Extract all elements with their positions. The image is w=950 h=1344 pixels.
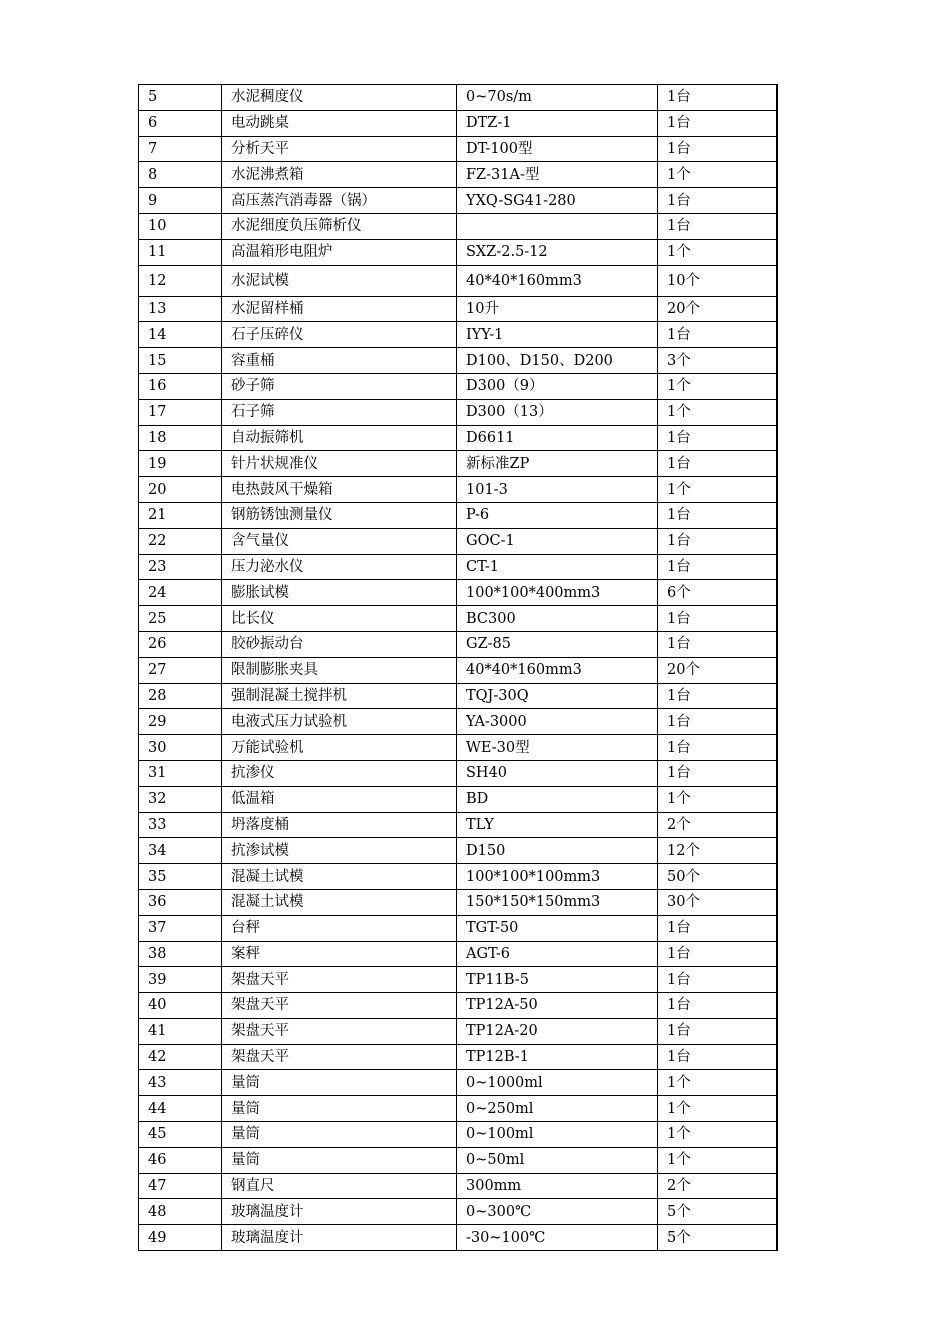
equipment-name-cell: 架盘天平 — [222, 967, 457, 993]
table-row — [139, 373, 777, 399]
quantity-cell: 1个 — [658, 1070, 777, 1096]
model-spec-cell: TGT-50 — [457, 915, 658, 941]
table-row — [139, 110, 777, 136]
row-number-cell: 5 — [139, 85, 222, 111]
quantity-cell: 1个 — [658, 477, 777, 503]
quantity-cell: 1台 — [658, 502, 777, 528]
model-spec-cell: 300mm — [457, 1173, 658, 1199]
model-spec-cell: GZ-85 — [457, 631, 658, 657]
table-row — [139, 85, 777, 111]
quantity-cell: 1台 — [658, 1044, 777, 1070]
equipment-name-cell: 水泥沸煮箱 — [222, 162, 457, 188]
row-number-cell: 29 — [139, 709, 222, 735]
model-spec-cell: TP11B-5 — [457, 967, 658, 993]
row-number-cell: 31 — [139, 760, 222, 786]
model-spec-cell: TP12A-50 — [457, 993, 658, 1019]
model-spec-cell: 150*150*150mm3 — [457, 889, 658, 915]
row-number-cell: 35 — [139, 864, 222, 890]
equipment-name-cell: 水泥留样桶 — [222, 296, 457, 322]
table-row — [139, 425, 777, 451]
row-number-cell: 49 — [139, 1225, 222, 1251]
table-row — [139, 1096, 777, 1122]
table-row — [139, 709, 777, 735]
table-row — [139, 265, 777, 296]
table-row — [139, 1070, 777, 1096]
equipment-name-cell: 玻璃温度计 — [222, 1225, 457, 1251]
model-spec-cell: DTZ-1 — [457, 110, 658, 136]
model-spec-cell: YA-3000 — [457, 709, 658, 735]
quantity-cell: 1台 — [658, 213, 777, 239]
quantity-cell: 1台 — [658, 683, 777, 709]
row-number-cell: 40 — [139, 993, 222, 1019]
quantity-cell: 1个 — [658, 1147, 777, 1173]
table-row — [139, 1173, 777, 1199]
table-row — [139, 1018, 777, 1044]
equipment-name-cell: 压力泌水仪 — [222, 554, 457, 580]
quantity-cell: 1台 — [658, 528, 777, 554]
equipment-name-cell: 案秤 — [222, 941, 457, 967]
quantity-cell: 20个 — [658, 296, 777, 322]
row-number-cell: 41 — [139, 1018, 222, 1044]
model-spec-cell: 0~1000ml — [457, 1070, 658, 1096]
equipment-table — [138, 84, 778, 1251]
row-number-cell: 34 — [139, 838, 222, 864]
model-spec-cell: 40*40*160mm3 — [457, 265, 658, 296]
equipment-name-cell: 强制混凝土搅拌机 — [222, 683, 457, 709]
table-row — [139, 967, 777, 993]
model-spec-cell: 10升 — [457, 296, 658, 322]
row-number-cell: 44 — [139, 1096, 222, 1122]
model-spec-cell: 100*100*100mm3 — [457, 864, 658, 890]
equipment-name-cell: 量筒 — [222, 1122, 457, 1148]
model-spec-cell: 40*40*160mm3 — [457, 657, 658, 683]
equipment-name-cell: 水泥细度负压筛析仪 — [222, 213, 457, 239]
equipment-name-cell: 石子压碎仪 — [222, 322, 457, 348]
table-row — [139, 239, 777, 265]
model-spec-cell: DT-100型 — [457, 136, 658, 162]
table-row — [139, 941, 777, 967]
quantity-cell: 1台 — [658, 967, 777, 993]
row-number-cell: 18 — [139, 425, 222, 451]
row-number-cell: 36 — [139, 889, 222, 915]
model-spec-cell: D150 — [457, 838, 658, 864]
equipment-name-cell: 电动跳桌 — [222, 110, 457, 136]
model-spec-cell: D300（13） — [457, 399, 658, 425]
model-spec-cell: 0~100ml — [457, 1122, 658, 1148]
model-spec-cell: P-6 — [457, 502, 658, 528]
equipment-name-cell: 架盘天平 — [222, 993, 457, 1019]
table-row — [139, 528, 777, 554]
table-row — [139, 812, 777, 838]
equipment-name-cell: 抗渗试模 — [222, 838, 457, 864]
table-row — [139, 451, 777, 477]
table-row — [139, 322, 777, 348]
model-spec-cell: 0~300℃ — [457, 1199, 658, 1225]
table-row — [139, 136, 777, 162]
row-number-cell: 32 — [139, 786, 222, 812]
model-spec-cell: CT-1 — [457, 554, 658, 580]
table-row — [139, 1147, 777, 1173]
equipment-name-cell: 低温箱 — [222, 786, 457, 812]
row-number-cell: 39 — [139, 967, 222, 993]
quantity-cell: 1台 — [658, 606, 777, 632]
quantity-cell: 3个 — [658, 348, 777, 374]
table-row — [139, 735, 777, 761]
row-number-cell: 33 — [139, 812, 222, 838]
equipment-name-cell: 台秤 — [222, 915, 457, 941]
equipment-name-cell: 电热鼓风干燥箱 — [222, 477, 457, 503]
table-row — [139, 915, 777, 941]
table-row — [139, 580, 777, 606]
model-spec-cell: TP12A-20 — [457, 1018, 658, 1044]
row-number-cell: 6 — [139, 110, 222, 136]
equipment-name-cell: 架盘天平 — [222, 1044, 457, 1070]
equipment-name-cell: 含气量仪 — [222, 528, 457, 554]
row-number-cell: 17 — [139, 399, 222, 425]
equipment-name-cell: 量筒 — [222, 1147, 457, 1173]
model-spec-cell: BD — [457, 786, 658, 812]
quantity-cell: 1台 — [658, 322, 777, 348]
table-row — [139, 889, 777, 915]
model-spec-cell: AGT-6 — [457, 941, 658, 967]
row-number-cell: 37 — [139, 915, 222, 941]
equipment-name-cell: 膨胀试模 — [222, 580, 457, 606]
equipment-name-cell: 架盘天平 — [222, 1018, 457, 1044]
model-spec-cell: 101-3 — [457, 477, 658, 503]
quantity-cell: 1台 — [658, 709, 777, 735]
equipment-name-cell: 分析天平 — [222, 136, 457, 162]
table-row — [139, 993, 777, 1019]
row-number-cell: 38 — [139, 941, 222, 967]
quantity-cell: 1台 — [658, 85, 777, 111]
table-row — [139, 657, 777, 683]
quantity-cell: 12个 — [658, 838, 777, 864]
row-number-cell: 21 — [139, 502, 222, 528]
quantity-cell: 1台 — [658, 941, 777, 967]
row-number-cell: 12 — [139, 265, 222, 296]
quantity-cell: 50个 — [658, 864, 777, 890]
table-row — [139, 606, 777, 632]
table-row — [139, 786, 777, 812]
table-row — [139, 554, 777, 580]
table-row — [139, 1225, 777, 1251]
quantity-cell: 1台 — [658, 554, 777, 580]
quantity-cell: 30个 — [658, 889, 777, 915]
quantity-cell: 1个 — [658, 239, 777, 265]
quantity-cell: 1台 — [658, 451, 777, 477]
model-spec-cell: TP12B-1 — [457, 1044, 658, 1070]
row-number-cell: 8 — [139, 162, 222, 188]
model-spec-cell: FZ-31A-型 — [457, 162, 658, 188]
model-spec-cell: YXQ-SG41-280 — [457, 188, 658, 214]
equipment-name-cell: 水泥试模 — [222, 265, 457, 296]
model-spec-cell: 0~50ml — [457, 1147, 658, 1173]
table-row — [139, 760, 777, 786]
table-row — [139, 502, 777, 528]
row-number-cell: 22 — [139, 528, 222, 554]
equipment-name-cell: 量筒 — [222, 1070, 457, 1096]
model-spec-cell: WE-30型 — [457, 735, 658, 761]
quantity-cell: 1个 — [658, 1096, 777, 1122]
equipment-name-cell: 量筒 — [222, 1096, 457, 1122]
row-number-cell: 11 — [139, 239, 222, 265]
model-spec-cell: D6611 — [457, 425, 658, 451]
quantity-cell: 1台 — [658, 188, 777, 214]
model-spec-cell: D100、D150、D200 — [457, 348, 658, 374]
equipment-name-cell: 混凝土试模 — [222, 889, 457, 915]
row-number-cell: 48 — [139, 1199, 222, 1225]
row-number-cell: 13 — [139, 296, 222, 322]
table-row — [139, 162, 777, 188]
row-number-cell: 47 — [139, 1173, 222, 1199]
row-number-cell: 7 — [139, 136, 222, 162]
table-row — [139, 477, 777, 503]
quantity-cell: 1台 — [658, 1018, 777, 1044]
row-number-cell: 27 — [139, 657, 222, 683]
equipment-name-cell: 坍落度桶 — [222, 812, 457, 838]
equipment-name-cell: 限制膨胀夹具 — [222, 657, 457, 683]
quantity-cell: 1个 — [658, 786, 777, 812]
table-row — [139, 864, 777, 890]
model-spec-cell: 新标准ZP — [457, 451, 658, 477]
equipment-name-cell: 抗渗仪 — [222, 760, 457, 786]
equipment-name-cell: 石子筛 — [222, 399, 457, 425]
equipment-name-cell: 水泥稠度仪 — [222, 85, 457, 111]
quantity-cell: 2个 — [658, 812, 777, 838]
model-spec-cell: -30~100℃ — [457, 1225, 658, 1251]
row-number-cell: 46 — [139, 1147, 222, 1173]
table-row — [139, 1122, 777, 1148]
quantity-cell: 1个 — [658, 373, 777, 399]
quantity-cell: 1台 — [658, 915, 777, 941]
equipment-name-cell: 容重桶 — [222, 348, 457, 374]
model-spec-cell: 0~70s/m — [457, 85, 658, 111]
model-spec-cell: D300（9） — [457, 373, 658, 399]
equipment-name-cell: 高压蒸汽消毒器（锅） — [222, 188, 457, 214]
quantity-cell: 1台 — [658, 760, 777, 786]
quantity-cell: 5个 — [658, 1199, 777, 1225]
quantity-cell: 1台 — [658, 735, 777, 761]
row-number-cell: 14 — [139, 322, 222, 348]
quantity-cell: 1台 — [658, 136, 777, 162]
quantity-cell: 10个 — [658, 265, 777, 296]
quantity-cell: 5个 — [658, 1225, 777, 1251]
equipment-name-cell: 钢直尺 — [222, 1173, 457, 1199]
quantity-cell: 1个 — [658, 399, 777, 425]
quantity-cell: 1台 — [658, 631, 777, 657]
model-spec-cell: BC300 — [457, 606, 658, 632]
row-number-cell: 25 — [139, 606, 222, 632]
table-row — [139, 838, 777, 864]
table-row — [139, 631, 777, 657]
row-number-cell: 26 — [139, 631, 222, 657]
model-spec-cell — [457, 213, 658, 239]
equipment-name-cell: 玻璃温度计 — [222, 1199, 457, 1225]
row-number-cell: 28 — [139, 683, 222, 709]
model-spec-cell: SH40 — [457, 760, 658, 786]
equipment-name-cell: 电液式压力试验机 — [222, 709, 457, 735]
quantity-cell: 1个 — [658, 162, 777, 188]
table-row — [139, 1044, 777, 1070]
row-number-cell: 16 — [139, 373, 222, 399]
model-spec-cell: SXZ-2.5-12 — [457, 239, 658, 265]
table-row — [139, 1199, 777, 1225]
equipment-list-sheet — [138, 84, 776, 1251]
quantity-cell: 6个 — [658, 580, 777, 606]
row-number-cell: 10 — [139, 213, 222, 239]
row-number-cell: 20 — [139, 477, 222, 503]
row-number-cell: 9 — [139, 188, 222, 214]
model-spec-cell: 0~250ml — [457, 1096, 658, 1122]
equipment-name-cell: 万能试验机 — [222, 735, 457, 761]
equipment-name-cell: 混凝土试模 — [222, 864, 457, 890]
table-row — [139, 213, 777, 239]
equipment-name-cell: 针片状规准仪 — [222, 451, 457, 477]
model-spec-cell: TQJ-30Q — [457, 683, 658, 709]
quantity-cell: 1台 — [658, 425, 777, 451]
row-number-cell: 43 — [139, 1070, 222, 1096]
row-number-cell: 30 — [139, 735, 222, 761]
quantity-cell: 2个 — [658, 1173, 777, 1199]
equipment-table-body — [139, 85, 777, 1251]
row-number-cell: 19 — [139, 451, 222, 477]
model-spec-cell: TLY — [457, 812, 658, 838]
row-number-cell: 45 — [139, 1122, 222, 1148]
quantity-cell: 20个 — [658, 657, 777, 683]
table-row — [139, 348, 777, 374]
model-spec-cell: GOC-1 — [457, 528, 658, 554]
row-number-cell: 23 — [139, 554, 222, 580]
equipment-name-cell: 高温箱形电阻炉 — [222, 239, 457, 265]
quantity-cell: 1个 — [658, 1122, 777, 1148]
equipment-name-cell: 比长仪 — [222, 606, 457, 632]
table-row — [139, 399, 777, 425]
model-spec-cell: IYY-1 — [457, 322, 658, 348]
equipment-name-cell: 自动振筛机 — [222, 425, 457, 451]
table-row — [139, 188, 777, 214]
quantity-cell: 1台 — [658, 110, 777, 136]
equipment-name-cell: 砂子筛 — [222, 373, 457, 399]
equipment-name-cell: 胶砂振动台 — [222, 631, 457, 657]
table-row — [139, 683, 777, 709]
row-number-cell: 15 — [139, 348, 222, 374]
row-number-cell: 24 — [139, 580, 222, 606]
table-row — [139, 296, 777, 322]
quantity-cell: 1台 — [658, 993, 777, 1019]
row-number-cell: 42 — [139, 1044, 222, 1070]
equipment-name-cell: 钢筋锈蚀测量仪 — [222, 502, 457, 528]
model-spec-cell: 100*100*400mm3 — [457, 580, 658, 606]
